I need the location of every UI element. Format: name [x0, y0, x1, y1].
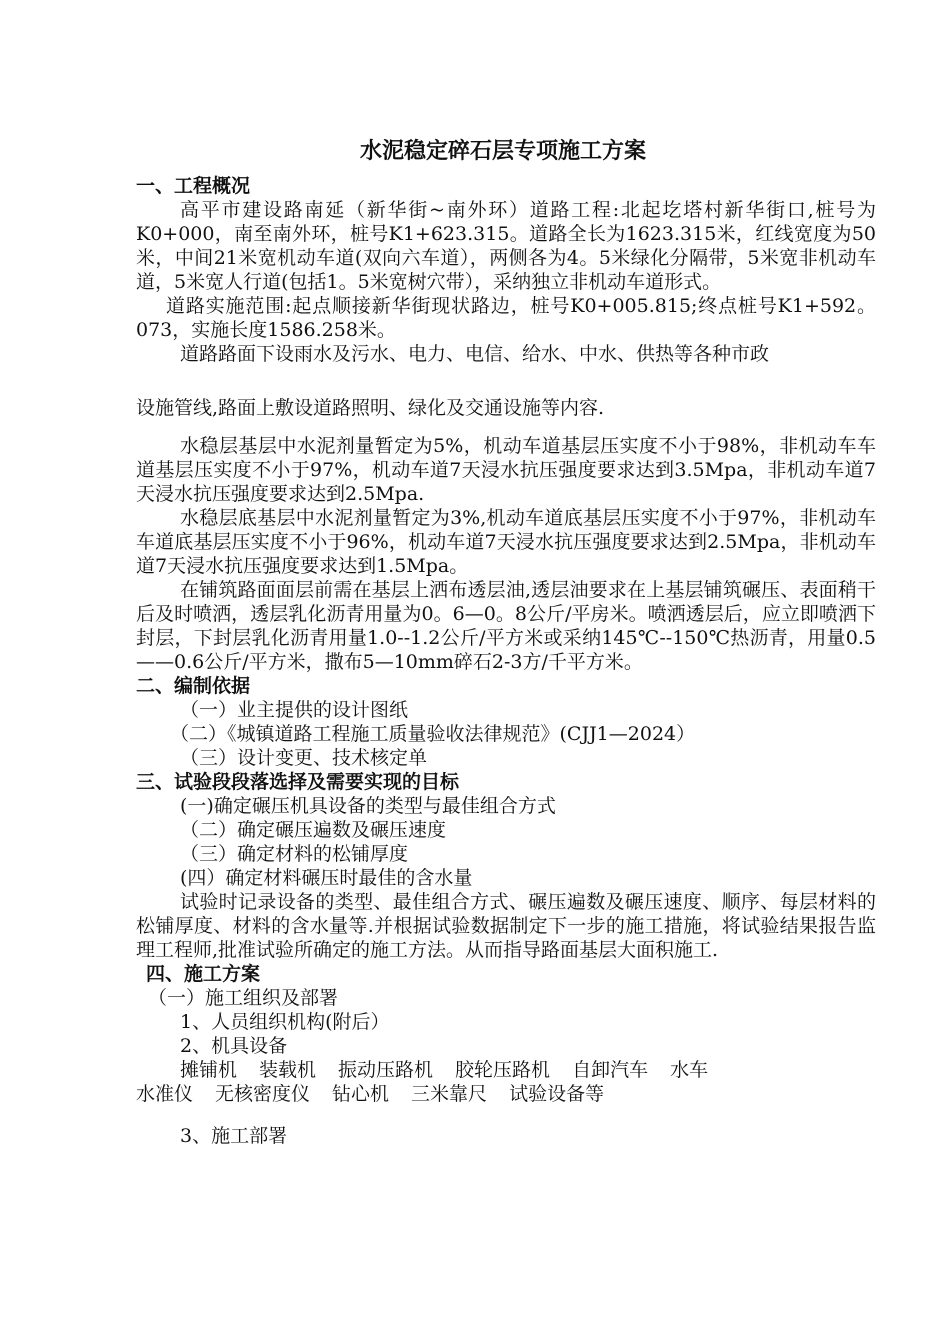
- equipment-item: 装载机: [259, 1059, 317, 1081]
- paragraph: 道路实施范围:起点顺接新华街现状路边，桩号K0+005.815;终点桩号K1+592。073，实施长度1586.258米。: [136, 295, 876, 341]
- list-item: （二）《城镇道路工程施工质量验收法律规范》(CJJ1—2024）: [170, 723, 696, 745]
- list-item: （三）设计变更、技术核定单: [180, 747, 428, 769]
- equipment-row-1: [136, 1058, 876, 1082]
- paragraph: 高平市建设路南延（新华街~南外环）道路工程:北起圪塔村新华街口,桩号为K0+000，南至南外环，桩号K1+623.315。道路全长为1623.315米，红线宽度为50米，中间21米宽机动车道(双向六车道），两侧各为4。5米绿化分隔带，5米宽非机动车道，5米宽人行道(包括1。5米宽树穴带），采纳独立非机动车道形式。: [136, 199, 876, 293]
- list-item: (四）确定材料碾压时最佳的含水量: [180, 867, 473, 889]
- paragraph: 在铺筑路面面层前需在基层上洒布透层油,透层油要求在上基层铺筑碾压、表面稍干后及时喷洒，透层乳化沥青用量为0。6—0。8公斤/平房米。喷洒透层后，应立即喷洒下封层，下封层乳化沥青用量1.0--1.2公斤/平方米或采纳145℃--150℃热沥青，用量0.5——0.6公斤/平方米，撒布5—10mm碎石2-3方/千平方米。: [136, 579, 876, 673]
- equipment-item: 试验设备等: [509, 1083, 605, 1105]
- equipment-item: 摊铺机: [180, 1059, 238, 1081]
- equipment-item: 自卸汽车: [572, 1059, 649, 1081]
- section-3-heading: 三、试验段段落选择及需要实现的目标: [136, 771, 460, 793]
- equipment-item: 无核密度仪: [215, 1083, 311, 1105]
- list-item: (一)确定碾压机具设备的类型与最佳组合方式: [180, 795, 556, 817]
- paragraph: 道路路面下设雨水及污水、电力、电信、给水、中水、供热等各种市政: [180, 343, 770, 365]
- document-title: 水泥稳定碎石层专项施工方案: [359, 139, 646, 164]
- list-item: （三）确定材料的松铺厚度: [180, 843, 409, 865]
- paragraph: 水稳层基层中水泥剂量暂定为5%，机动车道基层压实度不小于98%，非机动车车道基层压实度不小于97%，机动车道7天浸水抗压强度要求达到3.5Mpa，非机动车道7天浸水抗压强度要求达到2.5Mpa.: [136, 435, 876, 505]
- equipment-item: 胶轮压路机: [455, 1059, 551, 1081]
- section-1-heading: 一、工程概况: [136, 175, 251, 197]
- paragraph: 试验时记录设备的类型、最佳组合方式、碾压遍数及碾压速度、顺序、每层材料的松铺厚度、材料的含水量等.并根据试验数据制定下一步的施工措施，将试验结果报告监理工程师,批准试验所确定的施工方法。从而指导路面基层大面积施工.: [136, 891, 876, 961]
- equipment-item: 钻心机: [332, 1083, 390, 1105]
- equipment-item: 水准仪: [136, 1083, 194, 1105]
- list-item: 3、施工部署: [180, 1125, 288, 1147]
- section-2-heading: 二、编制依据: [136, 675, 251, 697]
- list-item: （二）确定碾压遍数及碾压速度: [180, 819, 447, 841]
- equipment-item: 三米靠尺: [411, 1083, 488, 1105]
- equipment-item: 水车: [670, 1059, 709, 1081]
- paragraph: 设施管线,路面上敷设道路照明、绿化及交通设施等内容.: [136, 397, 605, 419]
- document-body: [136, 174, 876, 1148]
- equipment-item: 振动压路机: [338, 1059, 434, 1081]
- section-4-heading: 四、施工方案: [146, 963, 261, 985]
- list-item: （一）业主提供的设计图纸: [180, 699, 409, 721]
- subsection-heading: （一）施工组织及部署: [148, 987, 339, 1009]
- equipment-row-2: [136, 1082, 876, 1106]
- list-item: 1、人员组织机构(附后）: [180, 1011, 390, 1033]
- list-item: 2、机具设备: [180, 1035, 288, 1057]
- paragraph: 水稳层底基层中水泥剂量暂定为3%,机动车道底基层压实度不小于97%，非机动车车道底基层压实度不小于96%，机动车道7天浸水抗压强度要求达到2.5Mpa，非机动车道7天浸水抗压强度要求达到1.5Mpa。: [136, 507, 876, 577]
